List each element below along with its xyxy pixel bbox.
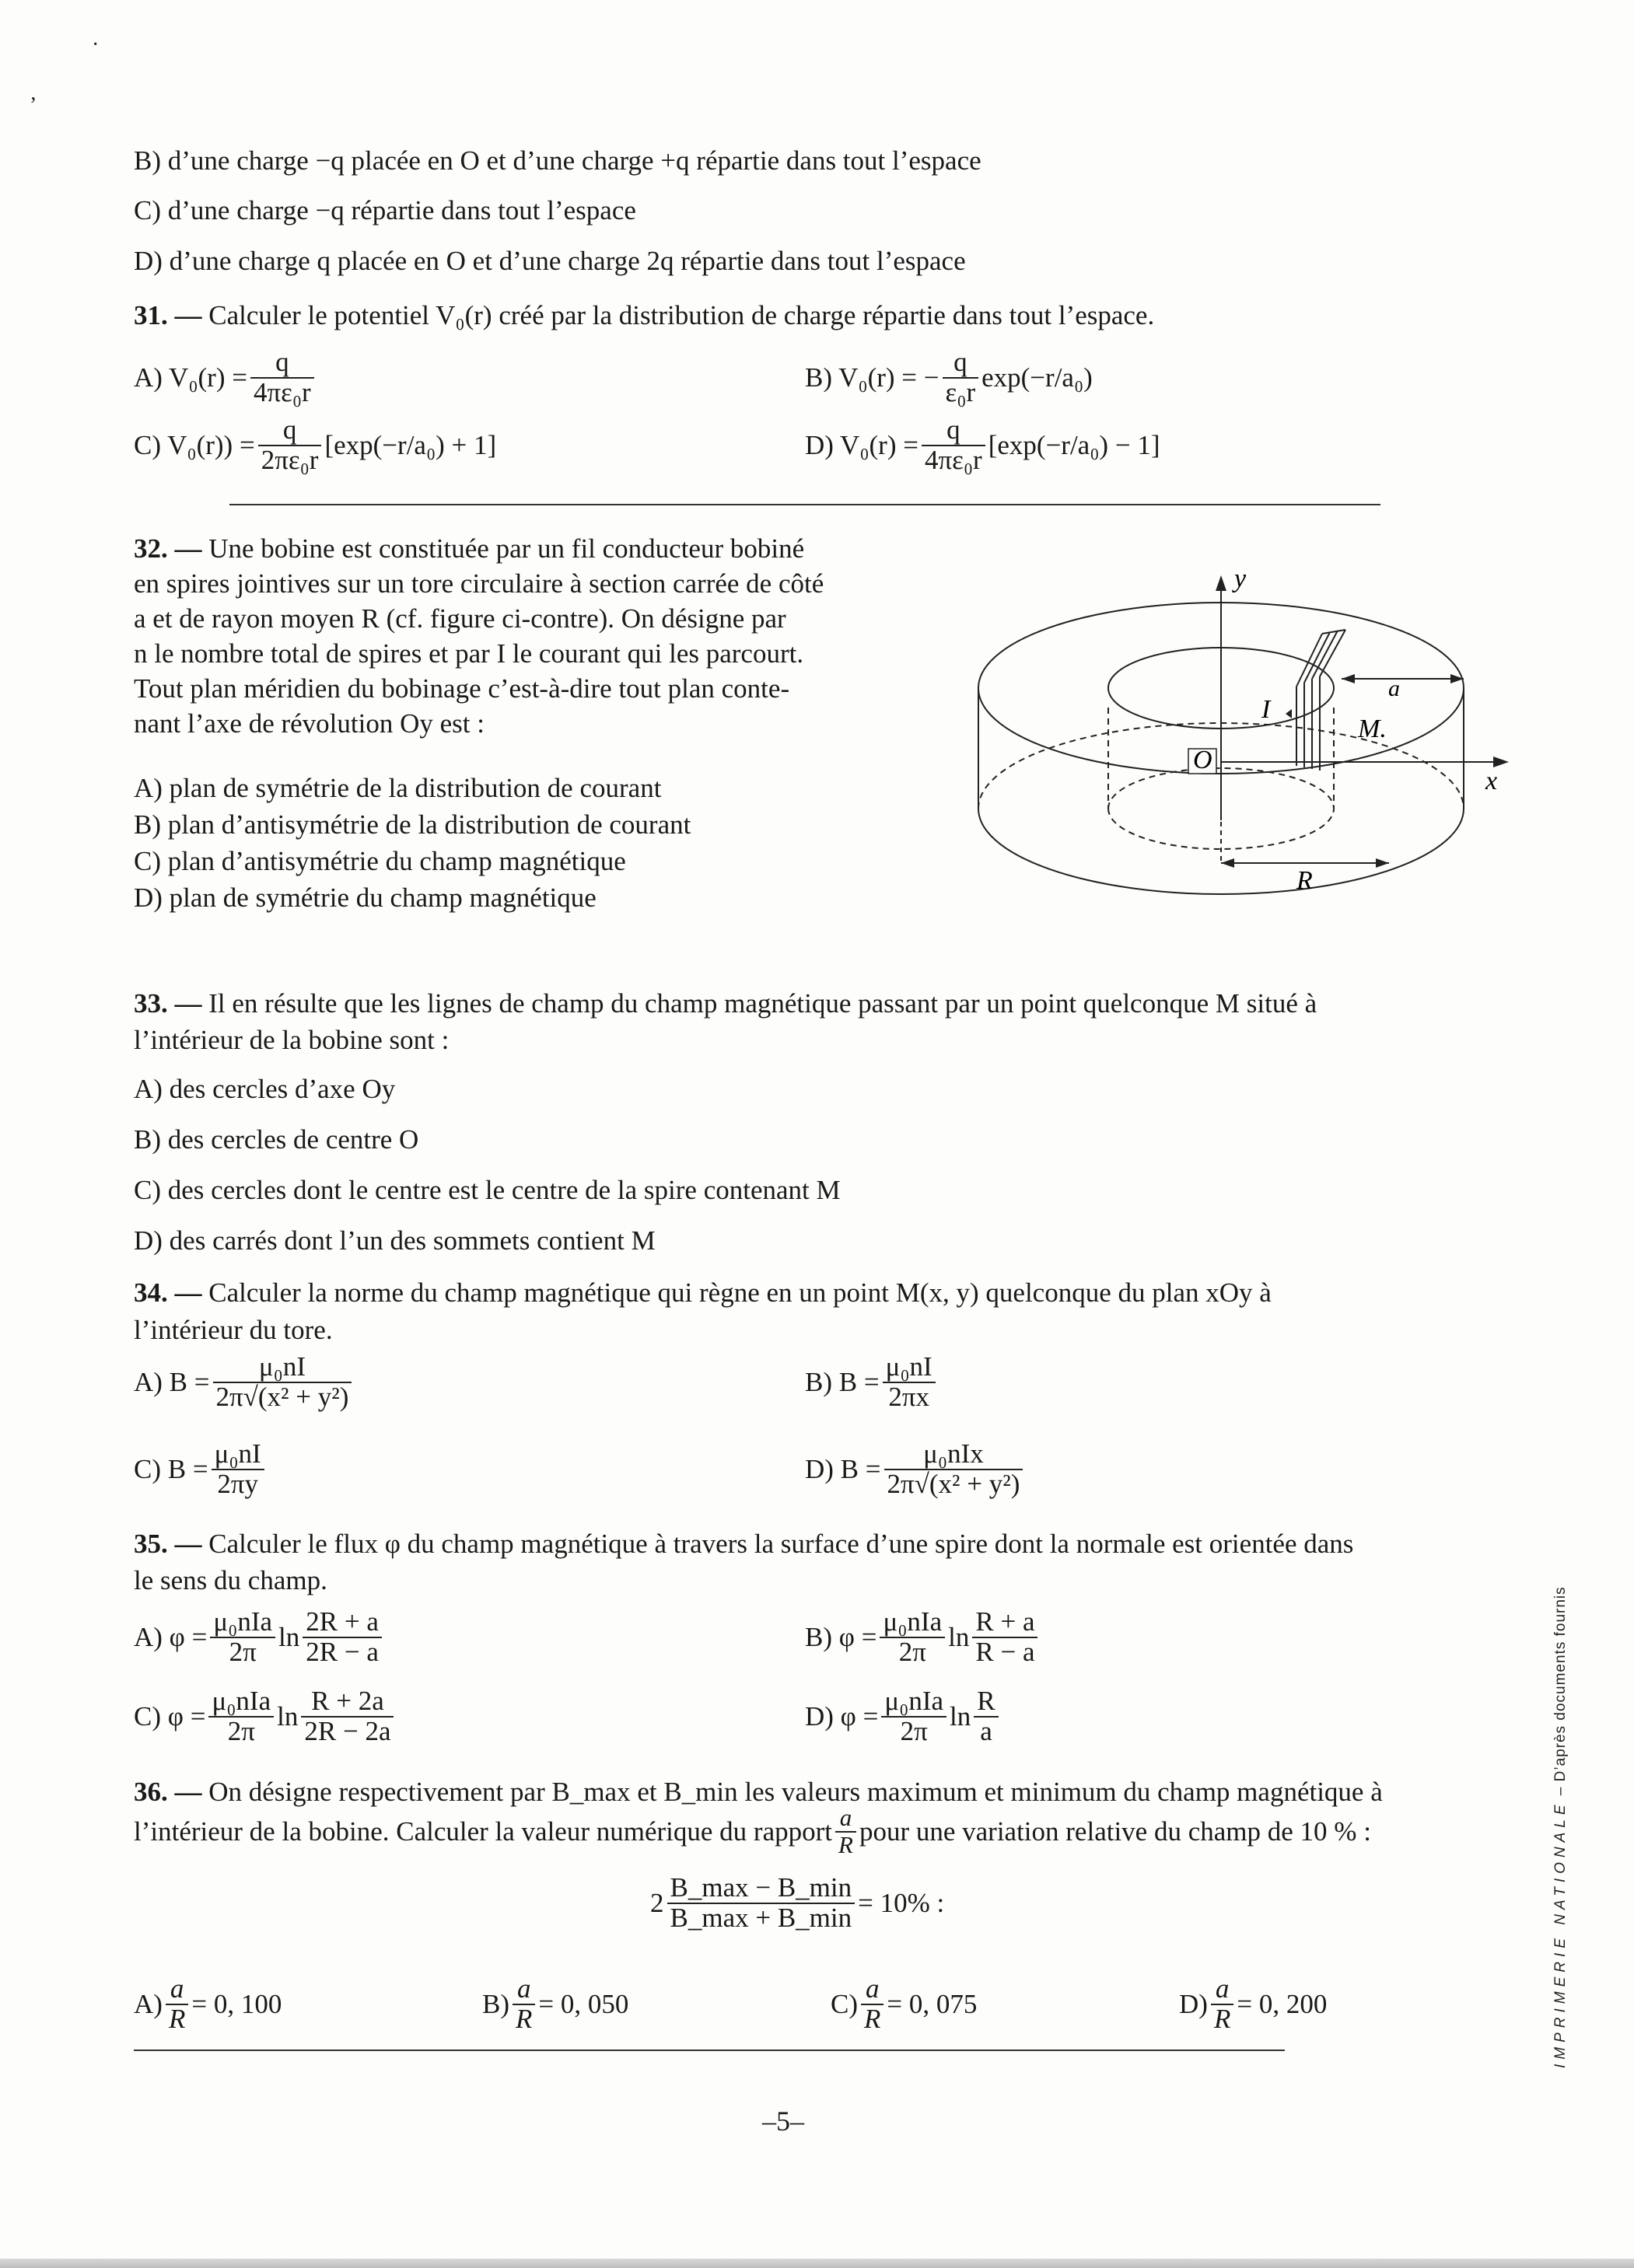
q36-a-value: = 0, 100 bbox=[191, 1989, 282, 2019]
q34-option-a bbox=[134, 1353, 355, 1412]
q36-statement bbox=[134, 1774, 1383, 1810]
q31-option-a bbox=[134, 348, 317, 407]
q35-b-d2: R − a bbox=[975, 1636, 1035, 1667]
q34-c-num: μ₀nI bbox=[212, 1440, 264, 1470]
q35-d-ln: ln bbox=[950, 1701, 971, 1732]
q36-a-label: A) bbox=[134, 1989, 163, 2019]
q35-d-n1: μ₀nIa bbox=[881, 1687, 946, 1718]
q35-a-ln: ln bbox=[278, 1622, 300, 1652]
q31-option-b bbox=[805, 348, 1093, 407]
q35-option-b bbox=[805, 1608, 1041, 1667]
y-arrowhead bbox=[1216, 575, 1226, 591]
q36-a-ratio-num: a bbox=[166, 1975, 188, 2005]
q31-statement bbox=[134, 298, 1154, 334]
q35-a-n1: μ₀nIa bbox=[210, 1608, 275, 1638]
q35-d-n2: R bbox=[974, 1687, 998, 1718]
q35-b-d1: 2π bbox=[898, 1636, 926, 1667]
q36-c-ratio-num: a bbox=[861, 1975, 883, 2005]
q30-option-d: D) d’une charge q placée en O et d’une charge 2q répartie dans tout l’espace bbox=[134, 246, 966, 276]
q34-a-num: μ₀nI bbox=[213, 1353, 352, 1383]
current-arrow bbox=[1286, 709, 1292, 718]
q30-option-b: B) d’une charge −q placée en O et d’une charge +q répartie dans tout l’espace bbox=[134, 145, 981, 176]
q35-option-d bbox=[805, 1687, 1002, 1746]
q35-c-label: C) φ = bbox=[134, 1701, 206, 1732]
q36-option-d bbox=[1179, 1975, 1327, 2034]
q33-option-d: D) des carrés dont l’un des sommets contient M bbox=[134, 1225, 656, 1256]
q35-c-d1: 2π bbox=[227, 1715, 255, 1746]
q36-eq-pre: 2 bbox=[650, 1888, 664, 1918]
q34-c-label: C) B = bbox=[134, 1454, 208, 1484]
q32-option-b: B) plan d’antisymétrie de la distribution de courant bbox=[134, 809, 691, 840]
q33-option-c: C) des cercles dont le centre est le centre de la spire contenant M bbox=[134, 1175, 841, 1205]
r-arrow-right bbox=[1376, 858, 1389, 868]
q31-c-tail: [exp(−r/a₀) + 1] bbox=[324, 430, 497, 460]
q35-option-a bbox=[134, 1608, 385, 1667]
q32-line: Une bobine est constituée par un fil conducteur bobiné bbox=[208, 533, 805, 564]
q34-a-den: 2π√(x² + y²) bbox=[215, 1381, 349, 1412]
q31-d-num: q bbox=[922, 416, 985, 446]
q31-option-c bbox=[134, 416, 496, 475]
q32-option-a: A) plan de symétrie de la distribution de courant bbox=[134, 773, 662, 803]
q33-line1: Il en résulte que les lignes de champ du champ magnétique passant par un point quelconque M situé à bbox=[208, 988, 1317, 1019]
q33-statement bbox=[134, 986, 1317, 1022]
q31-b-label: B) V₀(r) = − bbox=[805, 362, 939, 393]
q31-c-den: 2πε₀r bbox=[261, 444, 319, 475]
q34-d-num: μ₀nIx bbox=[884, 1440, 1023, 1470]
q34-a-label: A) B = bbox=[134, 1367, 210, 1397]
label-x: x bbox=[1485, 767, 1498, 795]
q30-option-c: C) d’une charge −q répartie dans tout l’espace bbox=[134, 195, 636, 225]
q32-line: en spires jointives sur un tore circulaire à section carrée de côté bbox=[134, 568, 824, 599]
q35-number: 35. — bbox=[134, 1529, 202, 1559]
label-origin: O bbox=[1193, 746, 1212, 774]
windings-top bbox=[1296, 630, 1345, 687]
label-m: M. bbox=[1358, 715, 1387, 743]
q31-d-den: 4πε₀r bbox=[924, 444, 982, 475]
q36-ratio-den: R bbox=[838, 1830, 853, 1858]
q32-number: 32. — bbox=[134, 533, 202, 564]
q36-d-ratio-den: R bbox=[1213, 2003, 1231, 2034]
q35-b-label: B) φ = bbox=[805, 1622, 877, 1652]
q32-option-c: C) plan d’antisymétrie du champ magnétique bbox=[134, 846, 626, 876]
q31-text: Calculer le potentiel V₀(r) créé par la distribution de charge répartie dans tout l’espace. bbox=[208, 300, 1155, 330]
q36-d-ratio-num: a bbox=[1211, 1975, 1233, 2005]
q35-a-d1: 2π bbox=[229, 1636, 257, 1667]
q35-a-d2: 2R − a bbox=[306, 1636, 379, 1667]
q33-option-a: A) des cercles d’axe Oy bbox=[134, 1074, 396, 1104]
scan-mark: · bbox=[92, 33, 100, 57]
q32-line: Tout plan méridien du bobinage c’est-à-dire tout plan conte- bbox=[134, 673, 790, 704]
q35-a-label: A) φ = bbox=[134, 1622, 208, 1652]
q35-b-n1: μ₀nIa bbox=[880, 1608, 945, 1638]
q35-line2: le sens du champ. bbox=[134, 1565, 327, 1595]
q35-b-n2: R + a bbox=[972, 1608, 1037, 1638]
q34-d-label: D) B = bbox=[805, 1454, 881, 1484]
a-arrow-left bbox=[1342, 674, 1355, 683]
q35-option-c bbox=[134, 1687, 397, 1746]
q31-a-num: q bbox=[250, 348, 314, 379]
q36-d-value: = 0, 200 bbox=[1237, 1989, 1328, 2019]
windings-cap bbox=[1322, 630, 1345, 634]
q34-option-b bbox=[805, 1353, 939, 1412]
q31-number: 31. — bbox=[134, 300, 202, 330]
q34-line2: l’intérieur du tore. bbox=[134, 1315, 333, 1345]
q36-eq-den: B_max + B_min bbox=[670, 1902, 852, 1933]
q34-b-num: μ₀nI bbox=[883, 1353, 936, 1383]
q32-option-d: D) plan de symétrie du champ magnétique bbox=[134, 882, 597, 913]
q36-d-label: D) bbox=[1179, 1989, 1208, 2019]
q34-d-den: 2π√(x² + y²) bbox=[887, 1468, 1020, 1499]
separator bbox=[229, 504, 1380, 505]
x-arrowhead bbox=[1493, 757, 1509, 767]
q31-a-label: A) V₀(r) = bbox=[134, 362, 247, 393]
q31-option-d bbox=[805, 416, 1160, 475]
q36-c-label: C) bbox=[831, 1989, 858, 2019]
q31-b-tail: exp(−r/a₀) bbox=[981, 362, 1093, 393]
q36-option-b bbox=[482, 1975, 628, 2034]
q36-line2b: pour une variation relative du champ de 10 % : bbox=[859, 1815, 1371, 1847]
q36-option-a bbox=[134, 1975, 282, 2034]
q34-option-c bbox=[134, 1440, 268, 1499]
q34-b-den: 2πx bbox=[888, 1381, 929, 1412]
q36-equation bbox=[650, 1874, 944, 1933]
q34-statement bbox=[134, 1275, 1272, 1311]
q32-line: nant l’axe de révolution Oy est : bbox=[134, 708, 485, 739]
q34-number: 34. — bbox=[134, 1277, 202, 1308]
q35-statement bbox=[134, 1526, 1353, 1562]
q36-b-ratio-den: R bbox=[516, 2003, 533, 2034]
q32-options bbox=[134, 770, 691, 916]
q36-eq-num: B_max − B_min bbox=[667, 1874, 855, 1904]
q33-line2: l’intérieur de la bobine sont : bbox=[134, 1025, 450, 1055]
scan-mark: ’ bbox=[30, 93, 37, 117]
q36-b-label: B) bbox=[482, 1989, 509, 2019]
q36-line2 bbox=[134, 1805, 1371, 1857]
q35-c-d2: 2R − 2a bbox=[304, 1715, 391, 1746]
q31-b-num: q bbox=[943, 348, 979, 379]
q36-b-value: = 0, 050 bbox=[538, 1989, 629, 2019]
q31-b-den: ε₀r bbox=[945, 376, 976, 407]
q36-a-ratio-den: R bbox=[168, 2003, 186, 2034]
q32-line: a et de rayon moyen R (cf. figure ci-contre). On désigne par bbox=[134, 603, 786, 634]
q36-c-value: = 0, 075 bbox=[887, 1989, 978, 2019]
q31-c-num: q bbox=[258, 416, 322, 446]
q35-d-d1: 2π bbox=[900, 1715, 928, 1746]
q35-c-n2: R + 2a bbox=[301, 1687, 394, 1718]
q33-number: 33. — bbox=[134, 988, 202, 1019]
q31-d-label: D) V₀(r) = bbox=[805, 430, 918, 460]
q31-a-den: 4πε₀r bbox=[253, 376, 311, 407]
label-current: I bbox=[1261, 695, 1271, 724]
scan-edge bbox=[0, 2259, 1634, 2268]
q32-line: n le nombre total de spires et par I le courant qui les parcourt. bbox=[134, 638, 804, 669]
q35-line1: Calculer le flux φ du champ magnétique à travers la surface d’une spire dont la normale est orientée dans bbox=[208, 1529, 1354, 1559]
q34-line1: Calculer la norme du champ magnétique qui règne en un point M(x, y) quelconque du plan xOy à bbox=[208, 1277, 1272, 1308]
q35-c-ln: ln bbox=[277, 1701, 299, 1732]
q35-c-n1: μ₀nIa bbox=[208, 1687, 274, 1718]
q36-ratio-num: a bbox=[835, 1805, 856, 1833]
q36-line1: On désigne respectivement par B_max et B_min les valeurs maximum et minimum du champ magnétique à bbox=[208, 1777, 1383, 1807]
q35-a-n2: 2R + a bbox=[303, 1608, 382, 1638]
label-y: y bbox=[1234, 564, 1247, 593]
q36-option-c bbox=[831, 1975, 977, 2034]
q31-c-label: C) V₀(r)) = bbox=[134, 430, 255, 460]
q36-c-ratio-den: R bbox=[864, 2003, 881, 2034]
q34-c-den: 2πy bbox=[217, 1468, 258, 1499]
q33-option-b: B) des cercles de centre O bbox=[134, 1124, 419, 1155]
q36-b-ratio-num: a bbox=[513, 1975, 535, 2005]
torus-figure bbox=[957, 556, 1548, 921]
imprint-note: – D’après documents fournis bbox=[1552, 1586, 1569, 1801]
label-r: R bbox=[1296, 866, 1313, 895]
label-a: a bbox=[1388, 676, 1400, 701]
q34-b-label: B) B = bbox=[805, 1367, 880, 1397]
windings-front bbox=[1296, 676, 1320, 771]
q32-statement bbox=[134, 531, 880, 741]
page-number: –5– bbox=[762, 2106, 804, 2137]
q35-d-d2: a bbox=[980, 1715, 992, 1746]
q36-eq-post: = 10% : bbox=[858, 1888, 945, 1918]
q31-d-tail: [exp(−r/a₀) − 1] bbox=[988, 430, 1160, 460]
q35-d-label: D) φ = bbox=[805, 1701, 879, 1732]
q35-b-ln: ln bbox=[948, 1622, 970, 1652]
q36-line2a: l’intérieur de la bobine. Calculer la valeur numérique du rapport bbox=[134, 1815, 832, 1847]
r-arrow-left bbox=[1221, 858, 1234, 868]
imprint-name: IMPRIMERIE NATIONALE bbox=[1552, 1800, 1569, 2068]
q34-option-d bbox=[805, 1440, 1026, 1499]
q36-number: 36. — bbox=[134, 1777, 202, 1807]
separator-bottom bbox=[134, 2050, 1285, 2051]
printer-imprint bbox=[1552, 1586, 1571, 2068]
